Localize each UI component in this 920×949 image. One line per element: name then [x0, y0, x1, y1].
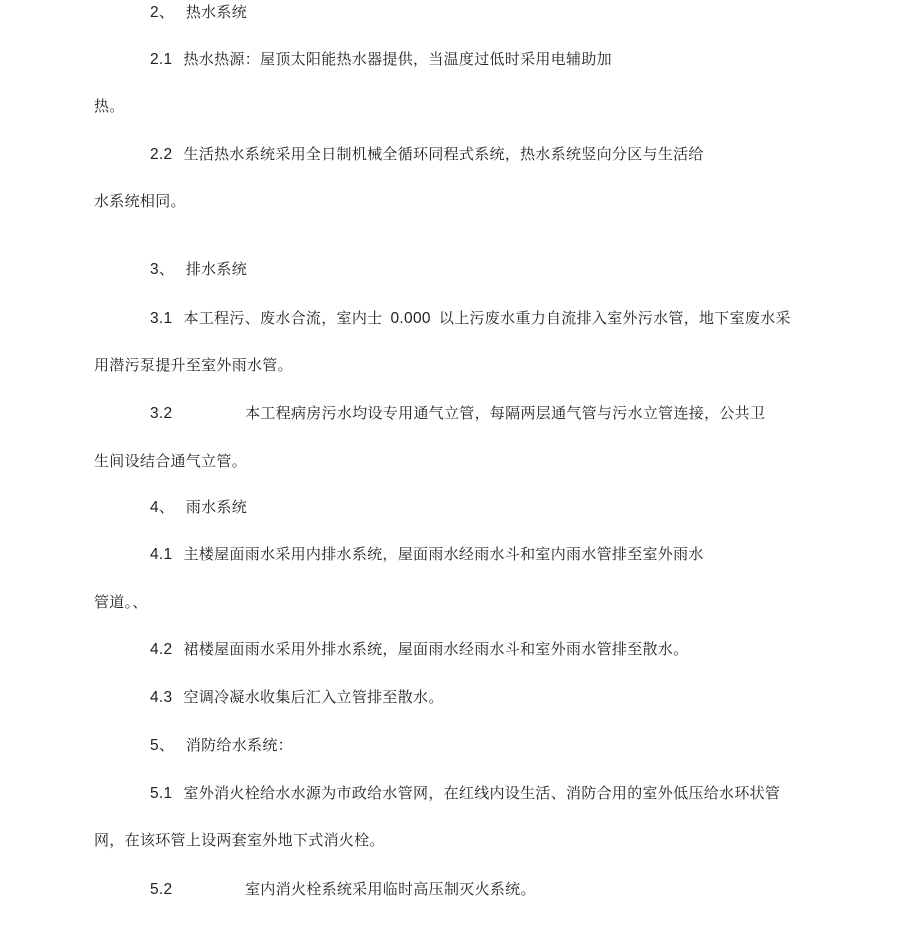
section-title: 热水系统 — [185, 3, 248, 21]
section-number: 5、 — [150, 737, 175, 754]
section-number: 4、 — [150, 499, 175, 516]
paragraph-4-1-line-2: 管道。、 — [94, 593, 148, 611]
paragraph-text: 生活热水系统采用全日制机械全循环同程式系统，热水系统竖向分区与生活给 — [183, 145, 704, 163]
clause-number: 5.1 — [150, 785, 173, 802]
paragraph-text: 热水热源：屋顶太阳能热水器提供，当温度过低时采用电辅助加 — [183, 50, 612, 68]
clause-number: 2.2 — [150, 146, 173, 163]
paragraph-5-1-line-2: 网，在该环管上设两套室外地下式消火栓。 — [94, 831, 385, 849]
clause-number: 4.1 — [150, 546, 173, 563]
paragraph-5-1-line-1 — [150, 783, 780, 804]
paragraph-text: 室外消火栓给水水源为市政给水管网，在红线内设生活、消防合用的室外低压给水环状管 — [183, 784, 781, 802]
paragraph-4-3-line-1 — [150, 687, 444, 708]
paragraph-text: 本工程病房污水均设专用通气立管，每隔两层通气管与污水立管连接，公共卫 — [245, 404, 766, 422]
clause-number: 4.2 — [150, 641, 173, 658]
section-heading-3 — [150, 259, 247, 280]
elevation-value: 0.000 — [390, 310, 431, 327]
section-number: 3、 — [150, 261, 175, 278]
paragraph-text: 以上污废水重力自流排入室外污水管，地下室废水采 — [438, 309, 791, 327]
section-heading-5 — [150, 735, 293, 756]
paragraph-3-1-line-1 — [150, 308, 791, 329]
clause-number: 3.1 — [150, 310, 173, 327]
section-title: 消防给水系统： — [185, 736, 293, 754]
paragraph-3-1-line-2: 用潜污泵提升至室外雨水管。 — [94, 356, 293, 374]
paragraph-4-1-line-1 — [150, 544, 704, 565]
section-heading-2 — [150, 2, 247, 23]
paragraph-4-2-line-1 — [150, 639, 688, 660]
paragraph-5-2-line-1 — [150, 879, 536, 900]
paragraph-2-1-line-2: 热。 — [94, 97, 125, 115]
section-title: 雨水系统 — [185, 498, 248, 516]
clause-number: 3.2 — [150, 405, 173, 422]
clause-number: 5.2 — [150, 881, 173, 898]
paragraph-3-2-line-2: 生间设结合通气立管。 — [94, 452, 248, 470]
paragraph-text: 空调冷凝水收集后汇入立管排至散水。 — [183, 688, 444, 706]
paragraph-text: 本工程污、废水合流，室内士 — [183, 309, 383, 327]
paragraph-2-1-line-1 — [150, 49, 612, 70]
section-number: 2、 — [150, 4, 175, 21]
section-heading-4 — [150, 497, 247, 518]
paragraph-2-2-line-2: 水系统相同。 — [94, 192, 186, 210]
clause-number: 4.3 — [150, 689, 173, 706]
paragraph-2-2-line-1 — [150, 144, 704, 165]
paragraph-text: 裙楼屋面雨水采用外排水系统，屋面雨水经雨水斗和室外雨水管排至散水。 — [183, 640, 689, 658]
paragraph-text: 主楼屋面雨水采用内排水系统，屋面雨水经雨水斗和室内雨水管排至室外雨水 — [183, 545, 704, 563]
section-title: 排水系统 — [185, 260, 248, 278]
clause-number: 2.1 — [150, 51, 173, 68]
paragraph-3-2-line-1 — [150, 403, 765, 424]
paragraph-text: 室内消火栓系统采用临时高压制灭火系统。 — [245, 880, 536, 898]
